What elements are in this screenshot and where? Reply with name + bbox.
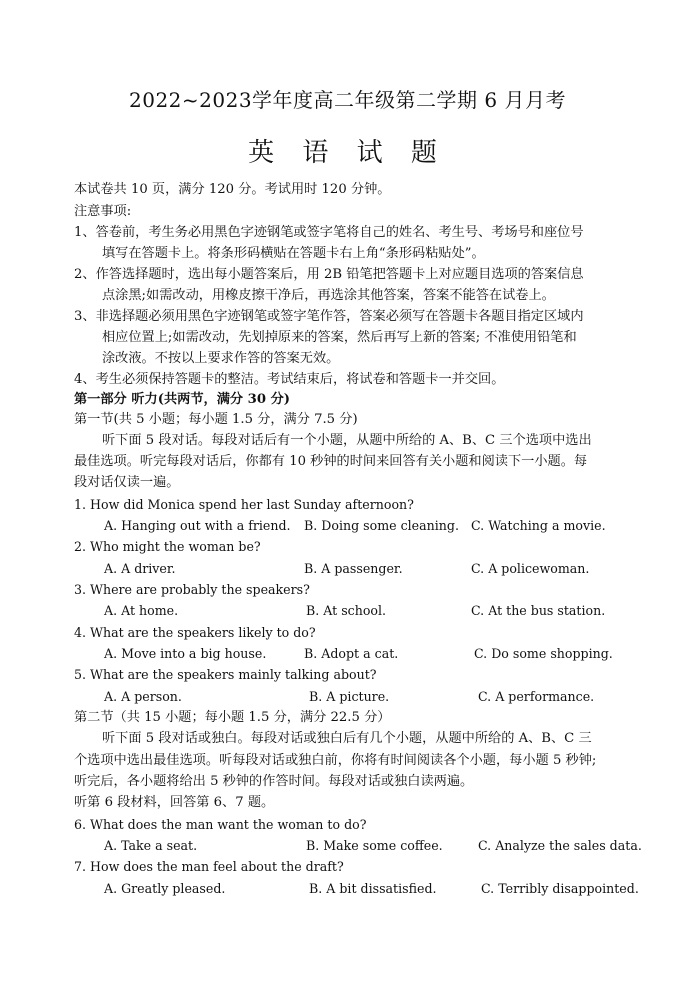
note-1: 1、答卷前，考生务必用黑色字迹钢笔或签字笔将自己的姓名、考生号、考场号和座位号	[74, 225, 584, 240]
question-stem: 7. How does the man feel about the draft?	[74, 859, 344, 874]
option-b: B. A bit dissatisfied.	[309, 881, 437, 896]
option-a: A. Hanging out with a friend.	[104, 518, 291, 533]
notes-heading: 注意事项:	[74, 204, 132, 219]
option-c: C. Analyze the sales data.	[478, 838, 642, 853]
option-b: B. At school.	[306, 603, 387, 618]
exam-info: 本试卷共 10 页，满分 120 分。考试用时 120 分钟。	[74, 182, 391, 197]
question-stem: 6. What does the man want the woman to do?	[74, 817, 367, 832]
section2-instructions-cont2: 听完后，各小题将给出 5 秒钟的作答时间。每段对话或独白读两遍。	[74, 774, 474, 789]
option-c: C. Do some shopping.	[474, 646, 613, 661]
material-6-intro: 听第 6 段材料，回答第 6、7 题。	[74, 795, 275, 810]
section2-instructions-cont: 个选项中选出最佳选项。听每段对话或独白前，你将有时间阅读各个小题，每小题 5 秒钟;	[74, 753, 597, 768]
option-b: B. A passenger.	[304, 561, 403, 576]
option-a: A. At home.	[104, 603, 179, 618]
note-1-cont: 填写在答题卡上。将条形码横贴在答题卡右上角“条形码粘贴处”。	[102, 246, 485, 261]
note-4: 4、考生必须保持答题卡的整洁。考试结束后，将试卷和答题卡一并交回。	[74, 372, 505, 387]
option-b: B. Doing some cleaning.	[304, 518, 459, 533]
option-a: A. Greatly pleased.	[104, 881, 226, 896]
option-c: C. Watching a movie.	[471, 518, 606, 533]
question-stem: 2. Who might the woman be?	[74, 539, 261, 554]
option-c: C. At the bus station.	[471, 603, 606, 618]
option-c: C. A performance.	[478, 689, 595, 704]
option-a: A. Move into a big house.	[104, 646, 267, 661]
note-3: 3、非选择题必须用黑色字迹钢笔或签字笔作答，答案必须写在答题卡各题目指定区域内	[74, 309, 584, 324]
section1-instructions: 听下面 5 段对话。每段对话后有一个小题，从题中所给的 A、B、C 三个选项中选出	[102, 433, 592, 448]
question-stem: 5. What are the speakers mainly talking about?	[74, 667, 377, 682]
section2-heading: 第二节（共 15 小题；每小题 1.5 分，满分 22.5 分）	[74, 710, 391, 725]
option-b: B. A picture.	[309, 689, 390, 704]
section1-instructions-cont2: 段对话仅读一遍。	[74, 475, 180, 490]
option-a: A. A driver.	[104, 561, 176, 576]
subject-title: 英 语 试 题	[248, 138, 447, 168]
section1-heading: 第一节(共 5 小题；每小题 1.5 分，满分 7.5 分)	[74, 412, 358, 427]
option-b: B. Adopt a cat.	[304, 646, 399, 661]
option-a: A. Take a seat.	[104, 838, 198, 853]
question-stem: 1. How did Monica spend her last Sunday afternoon?	[74, 497, 414, 512]
note-3-cont: 相应位置上;如需改动，先划掉原来的答案，然后再写上新的答案; 不准使用铅笔和	[102, 330, 577, 345]
note-2: 2、作答选择题时，选出每小题答案后，用 2B 铅笔把答题卡上对应题目选项的答案信息	[74, 267, 584, 282]
question-stem: 4. What are the speakers likely to do?	[74, 625, 316, 640]
exam-title: 2022~2023学年度高二年级第二学期 6 月月考	[129, 88, 566, 112]
note-3-cont2: 涂改液。不按以上要求作答的答案无效。	[102, 351, 340, 366]
option-a: A. A person.	[104, 689, 182, 704]
option-b: B. Make some coffee.	[306, 838, 443, 853]
section2-instructions: 听下面 5 段对话或独白。每段对话或独白后有几个小题，从题中所给的 A、B、C 三	[102, 731, 592, 746]
option-c: C. Terribly disappointed.	[481, 881, 639, 896]
option-c: C. A policewoman.	[471, 561, 590, 576]
part1-heading: 第一部分 听力(共两节，满分 30 分)	[74, 392, 291, 407]
question-stem: 3. Where are probably the speakers?	[74, 582, 310, 597]
note-2-cont: 点涂黑;如需改动，用橡皮擦干净后，再选涂其他答案，答案不能答在试卷上。	[102, 288, 555, 303]
section1-instructions-cont: 最佳选项。听完每段对话后，你都有 10 秒钟的时间来回答有关小题和阅读下一小题。每	[74, 454, 588, 469]
